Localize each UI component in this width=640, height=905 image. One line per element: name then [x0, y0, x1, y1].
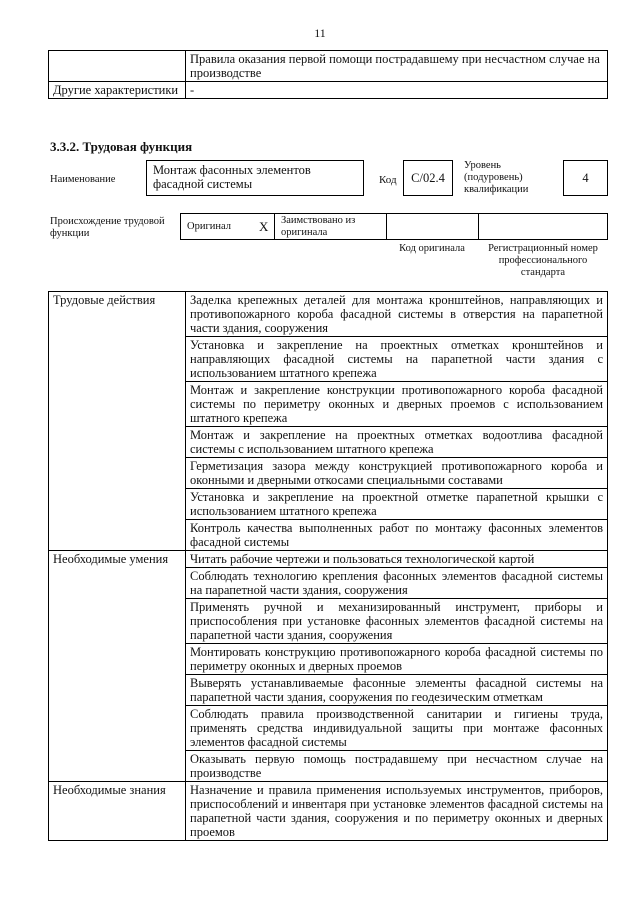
table-row: [49, 82, 608, 99]
borrowed-label: Заимствовано из оригинала: [281, 215, 356, 238]
table-cell: Читать рабочие чертежи и пользоваться технологической картой: [186, 551, 608, 568]
table-cell-label: Другие характеристики: [49, 82, 186, 99]
origin-label: Происхождение трудовой функции: [50, 216, 165, 239]
table-cell: Соблюдать правила производственной санитарии и гигиены труда, применять средства индивидуальной защиты при монтаже фасонных элементов фасадной системы: [186, 706, 608, 751]
category-required-skills: Необходимые умения: [49, 551, 186, 782]
code-value: C/02.4: [403, 160, 453, 196]
section-title: 3.3.2. Трудовая функция: [50, 139, 193, 154]
table-cell: Герметизация зазора между конструкцией противопожарного короба и оконными и дверными откосами специальными составами: [186, 458, 608, 489]
borrowed-cell: [275, 214, 387, 239]
code-original-cell: [387, 214, 479, 239]
origin-box: [180, 213, 608, 240]
table-row: [49, 782, 608, 841]
labor-function-table: [48, 291, 608, 841]
table-row: [49, 551, 608, 568]
original-label: Оригинал: [187, 221, 231, 232]
table-cell: Монтировать конструкцию противопожарного короба фасадной системы по периметру оконных и дверных проемов: [186, 644, 608, 675]
category-required-knowledge: Необходимые знания: [49, 782, 186, 841]
table-cell: Монтаж и закрепление конструкции противопожарного короба фасадной системы по периметру оконных и дверных проемов с использованием штатного крепежа: [186, 382, 608, 427]
code-original-label: Код оригинала: [399, 243, 465, 254]
table-row: [49, 292, 608, 337]
table-row: [49, 51, 608, 82]
name-label: Наименование: [50, 174, 116, 185]
table-cell: Назначение и правила применения используемых инструментов, приборов, приспособлений и инвентаря при установке элементов фасадной системы на парапетной части здания, сооружения и по периметру оконных и дверных проемов: [186, 782, 608, 841]
table-cell: Оказывать первую помощь пострадавшему при несчастном случае на производстве: [186, 751, 608, 782]
level-value: 4: [563, 160, 608, 196]
table-cell: Заделка крепежных деталей для монтажа кронштейнов, направляющих и противопожарного короба фасадной системы в отверстия на парапетной части здания, сооружения: [186, 292, 608, 337]
table-cell: Выверять устанавливаемые фасонные элементы фасадной системы на парапетной части здания, сооружения по геодезическим отметкам: [186, 675, 608, 706]
original-mark: X: [259, 219, 269, 234]
table-cell: Установка и закрепление на проектных отметках кронштейнов и направляющих фасадной системы на парапетной части здания с использованием штатного крепежа: [186, 337, 608, 382]
table-cell-value: Правила оказания первой помощи пострадавшему при несчастном случае на производстве: [186, 51, 608, 82]
original-cell: [181, 214, 275, 239]
reg-number-cell: [479, 214, 607, 239]
table-cell-label: [49, 51, 186, 82]
table-cell: Монтаж и закрепление на проектных отметках водоотлива фасадной системы с использованием штатного крепежа: [186, 427, 608, 458]
table-cell: Соблюдать технологию крепления фасонных элементов фасадной системы на парапетной части здания, сооружения: [186, 568, 608, 599]
table-cell: Применять ручной и механизированный инструмент, приборы и приспособления при установке фасонных элементов фасадной системы на парапетной части здания, сооружения: [186, 599, 608, 644]
code-label: Код: [379, 174, 397, 186]
function-name: Монтаж фасонных элементов фасадной системы: [146, 160, 364, 196]
continuation-table: [48, 50, 608, 99]
category-labor-actions: Трудовые действия: [49, 292, 186, 551]
page-number: 11: [314, 26, 326, 40]
table-cell: Установка и закрепление на проектной отметке парапетной крышки с использованием штатного крепежа: [186, 489, 608, 520]
reg-number-label: Регистрационный номер профессионального стандарта: [488, 243, 598, 278]
table-cell: Контроль качества выполненных работ по монтажу фасонных элементов фасадной системы: [186, 520, 608, 551]
table-cell-value: -: [186, 82, 608, 99]
level-label: Уровень (подуровень) квалификации: [464, 160, 529, 195]
